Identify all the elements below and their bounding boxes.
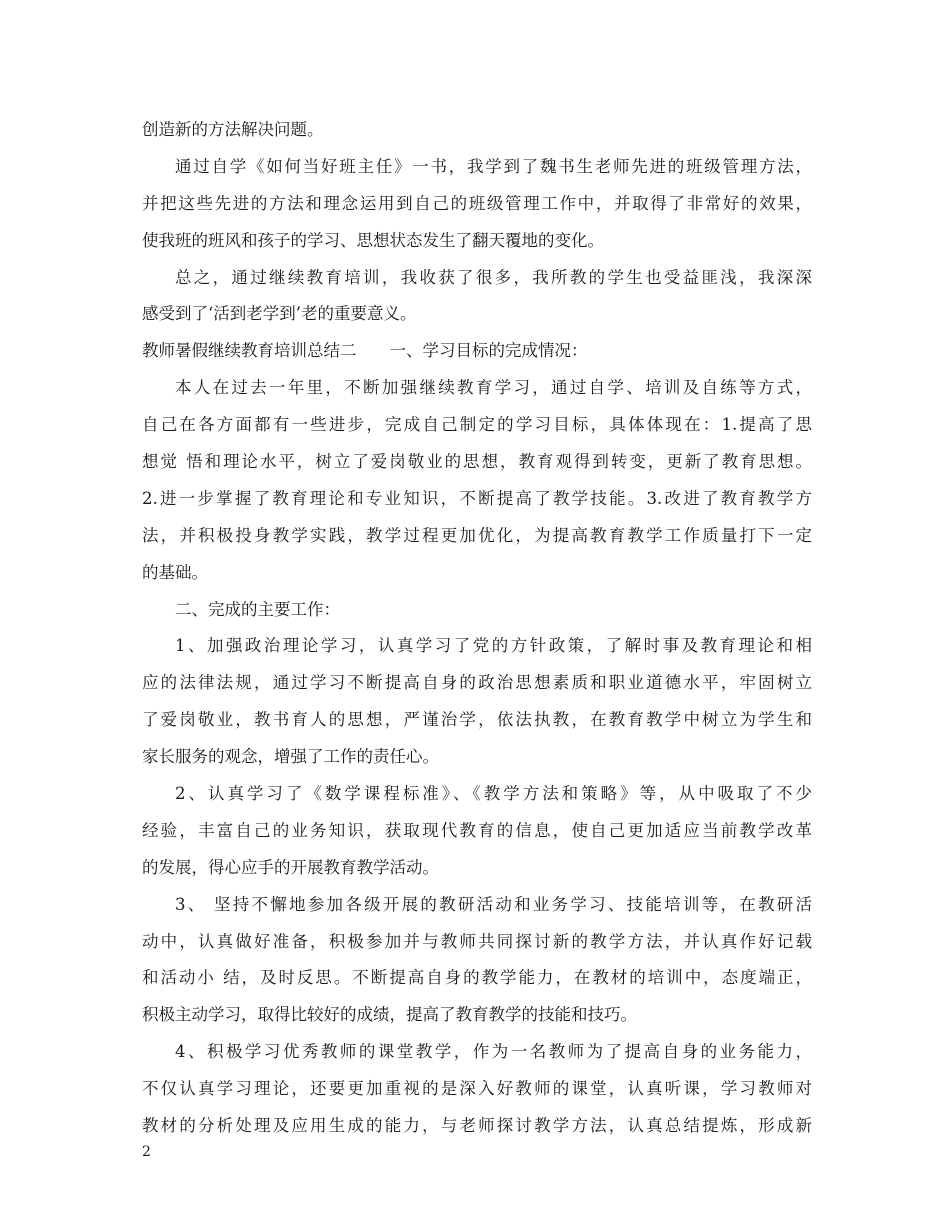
text-line: 应的法律法规，通过学习不断提高自身的政治思想素质和职业道德水平，牢固树立 [142,673,812,693]
text-line: 本人在过去一年里，不断加强继续教育学习，通过自学、培训及自练等方式， [175,378,812,398]
text-line: 并把这些先进的方法和理念运用到自己的班级管理工作中，并取得了非常好的效果， [142,193,812,213]
text-line: 的基础。 [142,562,208,582]
document-body [142,112,812,1145]
text-line: 和活动小 结，及时反思。不断提高自身的教学能力，在教材的培训中，态度端正， [142,968,812,988]
text-line: 经验，丰富自己的业务知识，获取现代教育的信息，使自己更加适应当前教学改革 [142,820,812,840]
text-line: 想觉 悟和理论水平，树立了爱岗敬业的思想，教育观得到转变，更新了教育思想。 [142,452,812,472]
text-line: 2.进一步掌握了教育理论和专业知识，不断提高了教学技能。3.改进了教育教学方 [142,488,812,508]
text-line: 动中，认真做好准备，积极参加并与教师共同探讨新的教学方法，并认真作好记载 [142,931,812,951]
text-line: 教师暑假继续教育培训总结二 一、学习目标的完成情况： [142,341,588,361]
text-line: 自己在各方面都有一些进步，完成自己制定的学习目标，具体体现在：1.提高了思 [142,415,812,435]
text-line: 1、加强政治理论学习，认真学习了党的方针政策，了解时事及教育理论和相 [175,636,812,656]
page-number: 2 [142,1144,151,1160]
text-line: 了爱岗敬业，教书育人的思想，严谨治学，依法执教，在教育教学中树立为学生和 [142,710,812,730]
text-line: 感受到了‘活到老学到’老的重要意义。 [142,304,417,324]
text-line: 创造新的方法解决问题。 [142,120,324,139]
text-line: 积极主动学习，取得比较好的成绩，提高了教育教学的技能和技巧。 [142,1005,637,1025]
text-line: 4、积极学习优秀教师的课堂教学，作为一名教师为了提高自身的业务能力， [175,1042,812,1062]
text-line: 总之，通过继续教育培训，我收获了很多，我所教的学生也受益匪浅，我深深 [175,267,812,287]
text-line: 不仅认真学习理论，还要更加重视的是深入好教师的课堂，认真听课，学习教师对 [142,1079,812,1099]
text-line: 2、认真学习了《数学课程标准》、《教学方法和策略》等，从中吸取了不少 [175,784,812,804]
text-line: 的发展，得心应手的开展教育教学活动。 [142,857,439,877]
text-line: 使我班的班风和孩子的学习、思想状态发生了翻天覆地的变化。 [142,230,604,250]
text-line: 家长服务的观念，增强了工作的责任心。 [142,747,439,767]
text-line: 法，并积极投身教学实践，教学过程更加优化，为提高教育教学工作质量打下一定 [142,525,812,545]
text-line: 教材的分析处理及应用生成的能力，与老师探讨教学方法，认真总结提炼，形成新 [142,1116,812,1136]
text-line: 二、完成的主要工作： [175,599,340,619]
text-line: 3、 坚持不懈地参加各级开展的教研活动和业务学习、技能培训等，在教研活 [175,894,812,914]
text-line: 通过自学《如何当好班主任》一书，我学到了魏书生老师先进的班级管理方法， [175,156,812,176]
